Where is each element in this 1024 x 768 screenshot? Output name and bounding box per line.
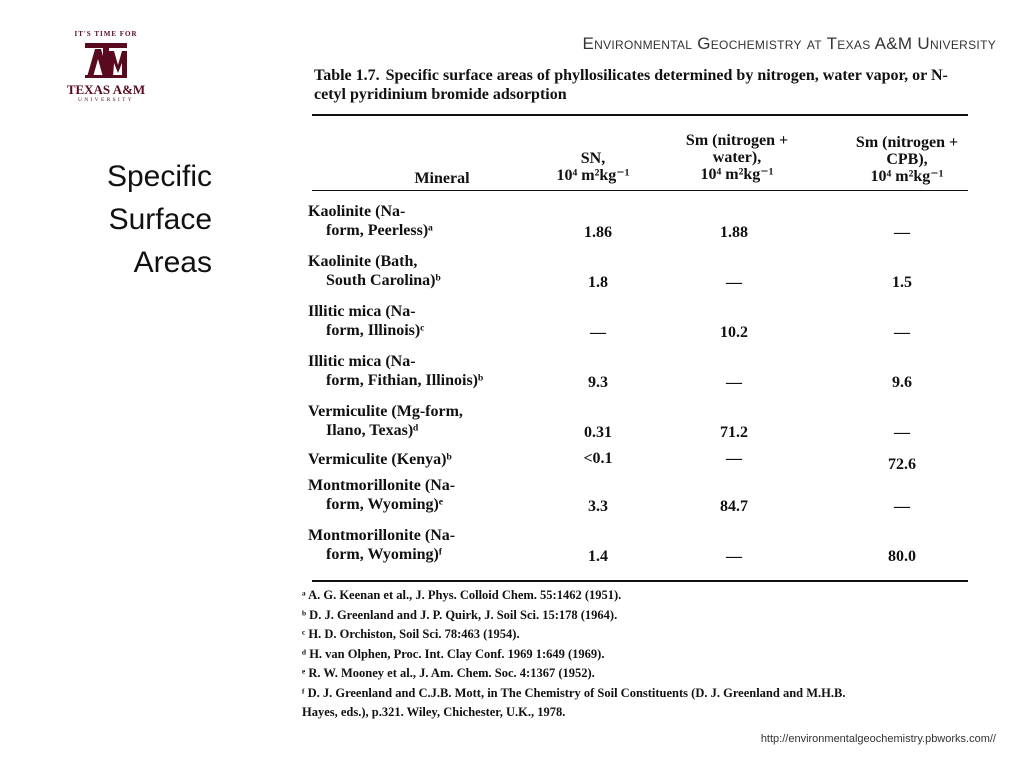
table-top-rule (312, 114, 968, 116)
column-header-line: 10⁴ m²kg⁻¹ (556, 167, 630, 184)
sn-value: 1.8 (588, 274, 608, 291)
table-row (302, 202, 972, 248)
mineral-line: Vermiculite (Kenya)ᵇ (308, 451, 452, 468)
slide-title (107, 155, 212, 284)
column-header-line: Sm (nitrogen + (685, 132, 789, 149)
table-caption (314, 66, 972, 104)
sn-value: 9.3 (588, 374, 608, 391)
sm-cpb-value: 9.6 (892, 374, 912, 391)
sm-cpb-value: — (894, 498, 910, 515)
mineral-name (308, 402, 548, 440)
column-header-line: water), (712, 149, 762, 166)
mineral-name (308, 302, 548, 340)
mineral-line: Kaolinite (Bath, (308, 253, 418, 270)
logo-name: TEXAS A&M (66, 82, 146, 97)
table-bottom-rule (312, 580, 968, 582)
footer-url: http://environmentalgeochemistry.pbworks.com// (760, 733, 996, 745)
sm-water-value: 71.2 (720, 424, 748, 441)
sm-water-value: — (726, 274, 742, 291)
atm-logo-icon (83, 41, 129, 81)
table-row (302, 526, 972, 572)
column-header-line: Sm (nitrogen + (855, 134, 959, 151)
slide-title-line: Surface (108, 203, 212, 236)
mineral-name (308, 352, 548, 390)
mineral-line: form, Illinois)ᶜ (326, 322, 425, 339)
surface-area-table (302, 66, 972, 746)
logo-tagline: IT'S TIME FOR (74, 30, 138, 38)
table-caption-text: Specific surface areas of phyllosilicates determined by nitrogen, water vapor, or N-cetyl pyridinium bromide adsorption (314, 67, 948, 103)
sn-value: 3.3 (588, 498, 608, 515)
footnote: ᵉ R. W. Mooney et al., J. Am. Chem. Soc. 4:1367 (1952). (302, 666, 595, 680)
sm-cpb-value: 72.6 (888, 456, 916, 473)
sm-water-value: 84.7 (720, 498, 748, 515)
sn-value: 0.31 (584, 424, 612, 441)
logo-subtitle: UNIVERSITY (78, 97, 134, 103)
sn-value: <0.1 (583, 450, 613, 467)
sn-value: — (590, 324, 606, 341)
mineral-line: Illitic mica (Na- (308, 353, 416, 370)
table-row (302, 402, 972, 448)
mineral-line: Illitic mica (Na- (308, 303, 416, 320)
mineral-line: form, Wyoming)ᵉ (326, 496, 444, 513)
sm-cpb-value: 80.0 (888, 548, 916, 565)
column-header-sm-water (662, 132, 812, 183)
sm-water-value: — (726, 374, 742, 391)
sm-cpb-value: — (894, 224, 910, 241)
slide-title-line: Specific (106, 160, 212, 193)
column-header-sn (538, 150, 648, 184)
mineral-line: Montmorillonite (Na- (308, 477, 456, 494)
mineral-line: Ilano, Texas)ᵈ (326, 422, 419, 439)
column-header-mineral: Mineral (414, 170, 470, 187)
mineral-line: form, Fithian, Illinois)ᵇ (326, 372, 484, 389)
sm-water-value: 10.2 (720, 324, 748, 341)
mineral-line: South Carolina)ᵇ (326, 272, 441, 289)
footnote: ᶜ H. D. Orchiston, Soil Sci. 78:463 (1954). (302, 627, 520, 641)
table-number: Table 1.7. (314, 67, 380, 84)
footnote: ᵇ D. J. Greenland and J. P. Quirk, J. Soil Sci. 15:178 (1964). (302, 607, 618, 622)
footnote: ᵃ A. G. Keenan et al., J. Phys. Colloid Chem. 55:1462 (1951). (302, 588, 622, 602)
column-header-line: 10⁴ m²kg⁻¹ (870, 168, 944, 185)
column-header-line: SN, (580, 150, 606, 167)
table-header-rule (312, 190, 968, 191)
mineral-name (308, 252, 548, 290)
header-title: Environmental Geochemistry at Texas A&M University (582, 34, 996, 53)
sm-cpb-value: — (894, 324, 910, 341)
mineral-line: Montmorillonite (Na- (308, 527, 456, 544)
slide-title-line: Areas (133, 246, 212, 279)
sn-value: 1.86 (584, 224, 612, 241)
mineral-name (308, 476, 548, 514)
sn-value: 1.4 (588, 548, 608, 565)
column-header-line: 10⁴ m²kg⁻¹ (700, 166, 774, 183)
sm-cpb-value: 1.5 (892, 274, 912, 291)
mineral-name (308, 202, 548, 240)
table-row (302, 476, 972, 522)
column-header-line: CPB), (886, 151, 928, 168)
mineral-name (308, 526, 548, 564)
sm-water-value: 1.88 (720, 224, 748, 241)
sm-water-value: — (726, 450, 742, 467)
footnote: Hayes, eds.), p.321. Wiley, Chichester, U.K., 1978. (302, 705, 566, 719)
mineral-line: Vermiculite (Mg-form, (308, 403, 463, 420)
mineral-line: form, Peerless)ᵃ (326, 222, 433, 239)
table-row (302, 252, 972, 298)
mineral-line: form, Wyoming)ᶠ (326, 546, 442, 563)
column-header-sm-cpb (832, 134, 982, 185)
tamu-logo (56, 30, 156, 103)
mineral-line: Kaolinite (Na- (308, 203, 406, 220)
mineral-name (308, 450, 548, 469)
footnote: ᶠ D. J. Greenland and C.J.B. Mott, in The Chemistry of Soil Constituents (D. J. Greenland and M.H.B. (302, 685, 846, 700)
table-footnotes (302, 586, 972, 723)
footnote: ᵈ H. van Olphen, Proc. Int. Clay Conf. 1969 1:649 (1969). (302, 646, 605, 661)
sm-water-value: — (726, 548, 742, 565)
sm-cpb-value: — (894, 424, 910, 441)
table-row (302, 352, 972, 398)
table-row (302, 302, 972, 348)
